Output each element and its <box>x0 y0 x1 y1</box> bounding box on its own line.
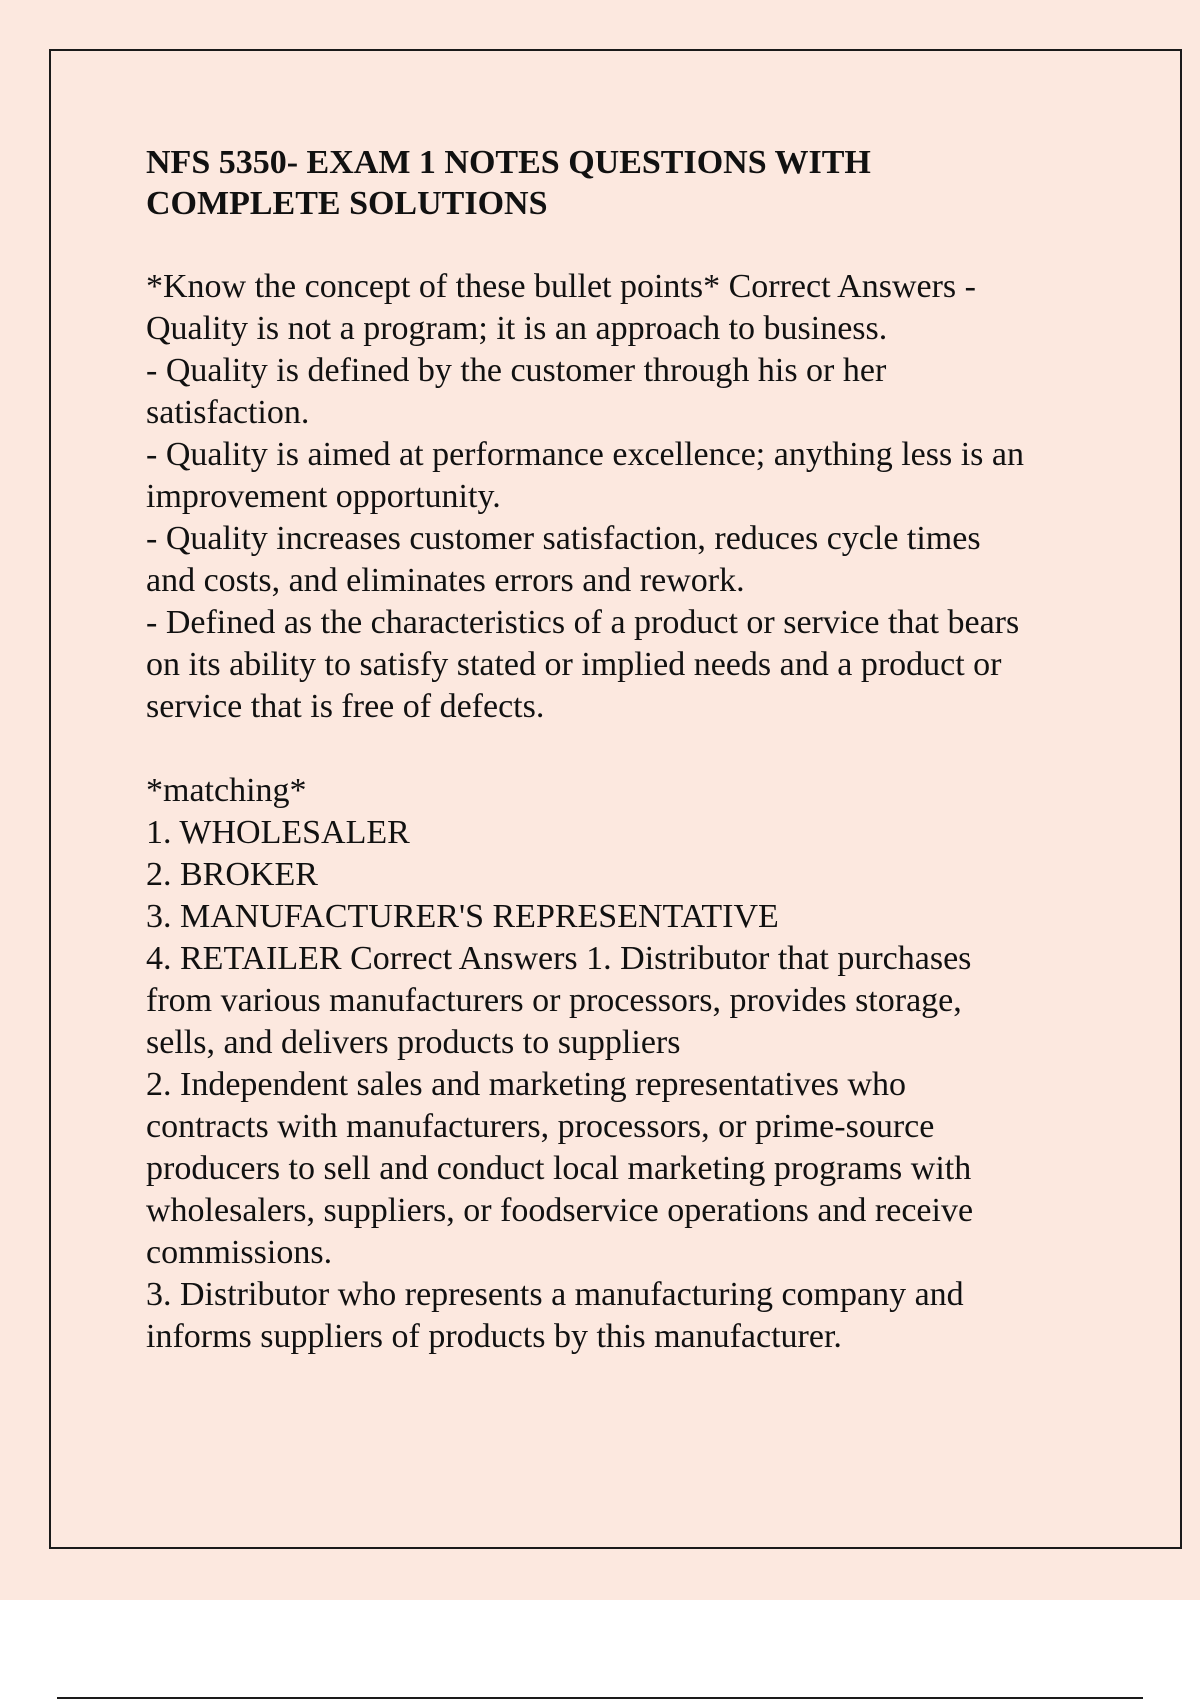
body-line: on its ability to satisfy stated or implied needs and a product or <box>146 646 1002 683</box>
body-line: from various manufacturers or processors, provides storage, <box>146 982 962 1019</box>
body-line: commissions. <box>146 1234 333 1271</box>
paragraph-gap <box>146 728 1096 770</box>
body-line: - Defined as the characteristics of a product or service that bears <box>146 604 1020 641</box>
document-content <box>146 142 1096 1358</box>
document-body <box>146 266 1096 1358</box>
body-line: 2. Independent sales and marketing representatives who <box>146 1066 907 1103</box>
title-line: COMPLETE SOLUTIONS <box>146 185 548 222</box>
body-line: informs suppliers of products by this manufacturer. <box>146 1318 842 1355</box>
body-line: - Quality is aimed at performance excellence; anything less is an <box>146 436 1025 473</box>
body-line: 2. BROKER <box>146 856 318 893</box>
body-line: *Know the concept of these bullet points* Correct Answers - <box>146 268 976 305</box>
body-line: 4. RETAILER Correct Answers 1. Distributor that purchases <box>146 940 972 977</box>
body-line: 1. WHOLESALER <box>146 814 410 851</box>
body-line: contracts with manufacturers, processors, or prime-source <box>146 1108 935 1145</box>
body-line: improvement opportunity. <box>146 478 501 515</box>
body-line: - Quality increases customer satisfaction, reduces cycle times <box>146 520 981 557</box>
body-line: satisfaction. <box>146 394 310 431</box>
body-line: producers to sell and conduct local marketing programs with <box>146 1150 972 1187</box>
body-line: service that is free of defects. <box>146 688 545 725</box>
body-line: and costs, and eliminates errors and rework. <box>146 562 745 599</box>
body-line: wholesalers, suppliers, or foodservice operations and receive <box>146 1192 974 1229</box>
footer-rule <box>57 1697 1143 1699</box>
body-line: sells, and delivers products to suppliers <box>146 1024 681 1061</box>
document-title <box>146 142 1096 224</box>
body-line: Quality is not a program; it is an approach to business. <box>146 310 888 347</box>
body-line: 3. Distributor who represents a manufacturing company and <box>146 1276 964 1313</box>
body-line: *matching* <box>146 772 307 809</box>
body-line: - Quality is defined by the customer through his or her <box>146 352 887 389</box>
body-line: 3. MANUFACTURER'S REPRESENTATIVE <box>146 898 779 935</box>
title-line: NFS 5350- EXAM 1 NOTES QUESTIONS WITH <box>146 144 871 181</box>
